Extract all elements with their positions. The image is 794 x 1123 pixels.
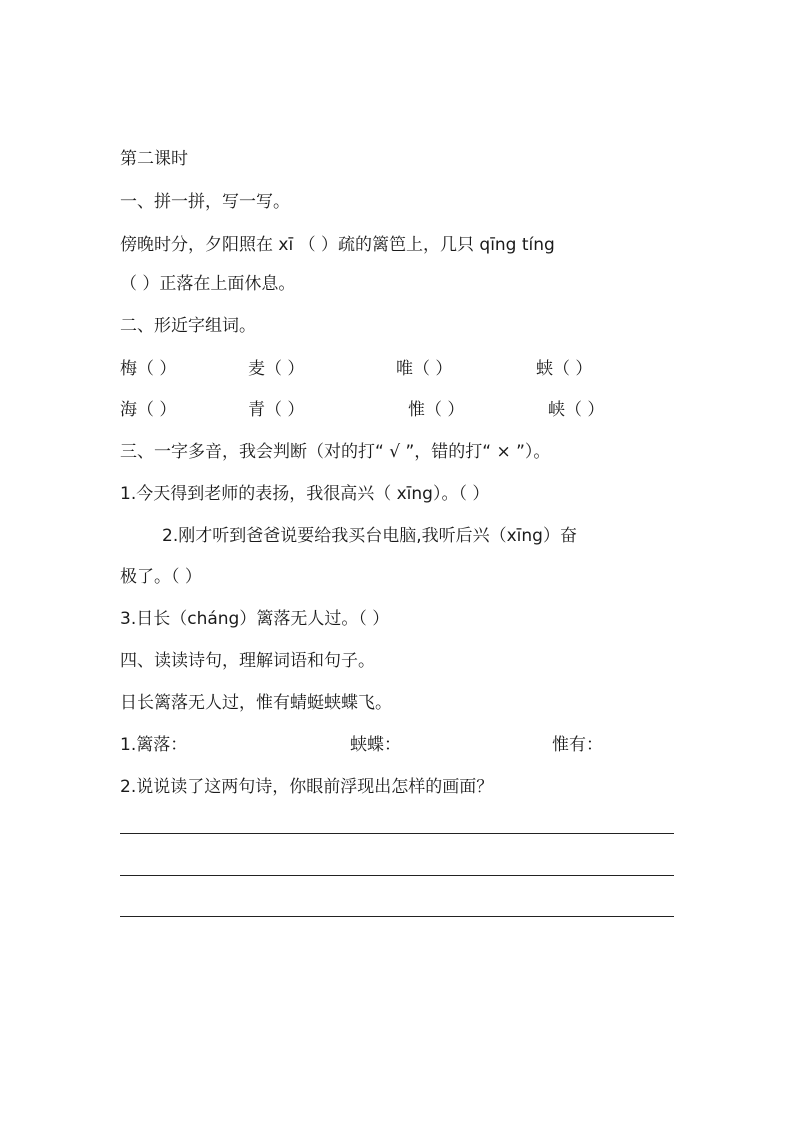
poem-line: 日长篱落无人过，惟有蜻蜓蛱蝶飞。 [120, 693, 392, 713]
lesson-title: 第二课时 [120, 149, 188, 169]
word-group-jia: 蛱（ ） [536, 359, 593, 379]
word-group-mei: 梅（ ） [120, 359, 177, 379]
word-group-wei: 唯（ ） [396, 359, 453, 379]
answer-line-2[interactable] [120, 875, 674, 876]
section1-heading: 一、拼一拼，写一写。 [120, 192, 290, 212]
section3-heading: 三、一字多音，我会判断（对的打“ √ ”，错的打“ × ”）。 [120, 442, 551, 462]
section1-sentence-line2: （ ）正落在上面休息。 [120, 274, 296, 294]
section4-heading: 四、读读诗句，理解词语和句子。 [120, 651, 375, 671]
word-group-qing: 青（ ） [248, 400, 305, 420]
section2-heading: 二、形近字组词。 [120, 316, 256, 336]
section3-item2-line1: 2.刚才听到爸爸说要给我买台电脑,我听后兴（xīng）奋 [162, 526, 577, 546]
section1-sentence-line1: 傍晚时分，夕阳照在 xī （ ）疏的篱笆上，几只 qīng tíng [120, 235, 555, 255]
answer-line-1[interactable] [120, 833, 674, 834]
section3-item2-line2: 极了。（ ） [120, 567, 202, 587]
label-liluo: 1.篱落： [120, 735, 188, 755]
section4-question2: 2.说说读了这两句诗，你眼前浮现出怎样的画面？ [120, 777, 494, 797]
word-group-wei2: 惟（ ） [408, 400, 465, 420]
label-weiyou: 惟有： [552, 735, 603, 755]
answer-line-3[interactable] [120, 916, 674, 917]
word-group-xia: 峡（ ） [548, 400, 605, 420]
word-group-mai: 麦（ ） [248, 359, 305, 379]
label-jiadie: 蛱蝶： [350, 735, 401, 755]
section3-item3: 3.日长（cháng）篱落无人过。（ ） [120, 609, 390, 629]
word-group-hai: 海（ ） [120, 400, 177, 420]
section3-item1: 1.今天得到老师的表扬，我很高兴（ xīng）。（ ） [120, 484, 490, 504]
